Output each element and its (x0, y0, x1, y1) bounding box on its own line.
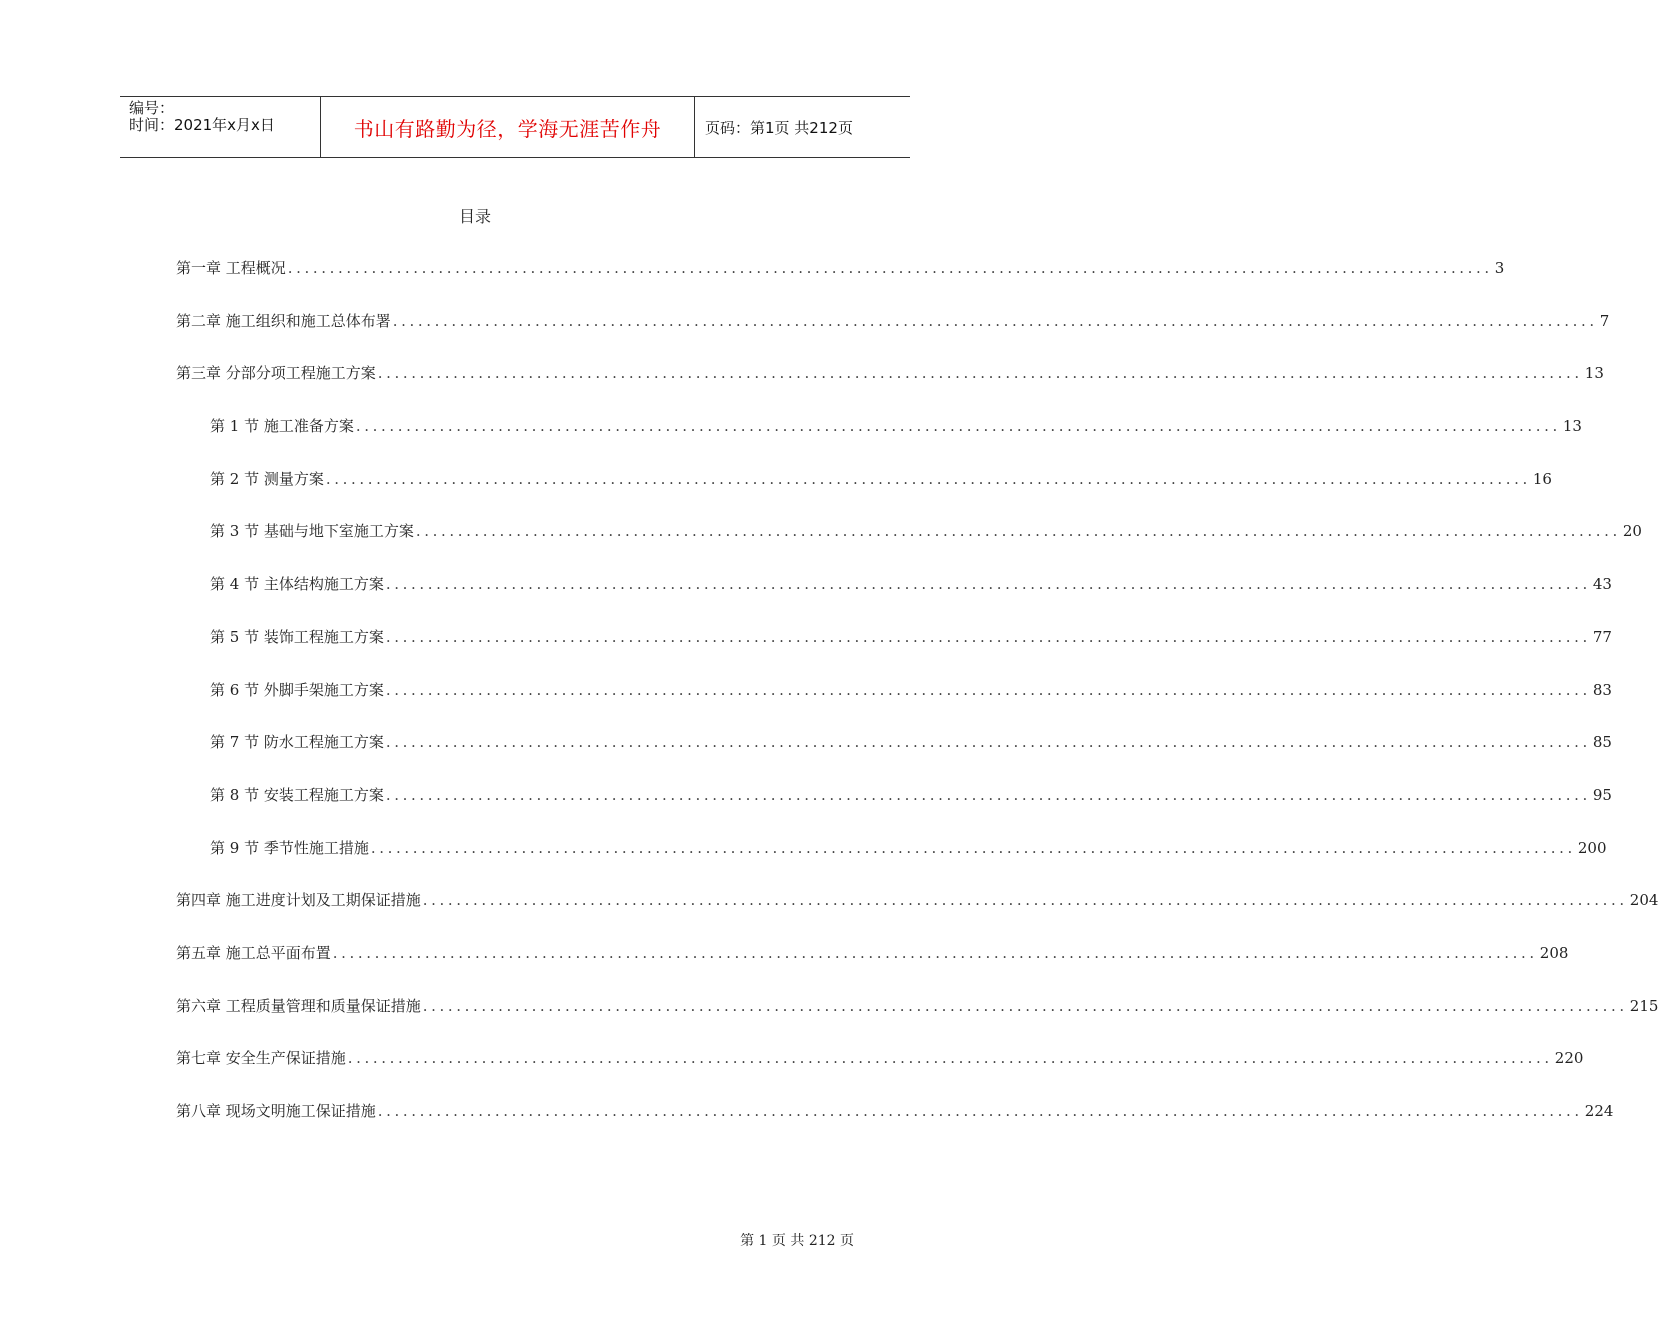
toc-entry[interactable] (176, 310, 1610, 332)
toc-leader-dots: ................................................................................................................................................ (370, 839, 1576, 857)
toc-entry-label: 第 9 节 季节性施工措施 (210, 839, 369, 857)
toc-entry[interactable] (210, 837, 1607, 859)
toc-entry[interactable] (210, 626, 1612, 648)
toc-entry[interactable] (176, 942, 1569, 964)
toc-leader-dots: ................................................................................................................................................ (392, 312, 1598, 330)
toc-entry-page: 215 (1629, 997, 1658, 1015)
document-number-label: 编号： (129, 99, 175, 117)
toc-leader-dots: ................................................................................................................................................ (385, 733, 1591, 751)
toc-entry-page: 13 (1562, 417, 1582, 435)
toc-entry-page: 208 (1539, 944, 1569, 962)
toc-entry[interactable] (210, 784, 1612, 806)
toc-leader-dots: ................................................................................................................................................ (377, 1102, 1583, 1120)
toc-entry-page: 20 (1622, 522, 1642, 540)
header-motto: 书山有路勤为径，学海无涯苦作舟 (353, 116, 662, 141)
toc-entry-page: 77 (1592, 628, 1612, 646)
toc-leader-dots: ................................................................................................................................................ (347, 1049, 1553, 1067)
header-page-cell (695, 97, 910, 157)
toc-entry[interactable] (176, 1047, 1584, 1069)
toc-leader-dots: ................................................................................................................................................ (422, 997, 1628, 1015)
toc-entry-page: 83 (1592, 681, 1612, 699)
toc-entry-label: 第三章 分部分项工程施工方案 (176, 364, 376, 382)
toc-entry[interactable] (176, 257, 1505, 279)
toc-entry-page: 3 (1494, 259, 1505, 277)
toc-entry-page: 43 (1592, 575, 1612, 593)
toc-entry-page: 13 (1584, 364, 1604, 382)
toc-entry-label: 第四章 施工进度计划及工期保证措施 (176, 891, 421, 909)
toc-entry-page: 224 (1584, 1102, 1614, 1120)
toc-entry-label: 第五章 施工总平面布置 (176, 944, 331, 962)
toc-entry-page: 204 (1629, 891, 1658, 909)
toc-entry[interactable] (176, 362, 1604, 384)
toc-entry[interactable] (176, 1100, 1614, 1122)
toc-entry-label: 第一章 工程概况 (176, 259, 286, 277)
toc-entry[interactable] (210, 415, 1582, 437)
toc-title: 目录 (458, 207, 491, 226)
toc-entry-page: 95 (1592, 786, 1612, 804)
toc-entry-page: 16 (1532, 470, 1552, 488)
toc-entry-label: 第八章 现场文明施工保证措施 (176, 1102, 376, 1120)
toc-leader-dots: ................................................................................................................................................ (377, 364, 1583, 382)
document-header (120, 96, 910, 158)
toc-leader-dots: ................................................................................................................................................ (385, 575, 1591, 593)
toc-entry-label: 第六章 工程质量管理和质量保证措施 (176, 997, 421, 1015)
toc-entry-page: 200 (1577, 839, 1607, 857)
toc-entry-label: 第 2 节 测量方案 (210, 470, 324, 488)
header-motto-cell (321, 97, 695, 157)
toc-entry-page: 7 (1599, 312, 1610, 330)
toc-leader-dots: ................................................................................................................................................ (385, 628, 1591, 646)
toc-leader-dots: ................................................................................................................................................ (287, 259, 1493, 277)
toc-entry[interactable] (210, 731, 1612, 753)
toc-entry[interactable] (210, 520, 1642, 542)
toc-entry-label: 第二章 施工组织和施工总体布署 (176, 312, 391, 330)
toc-leader-dots: ................................................................................................................................................ (415, 522, 1621, 540)
toc-entry-page: 220 (1554, 1049, 1584, 1067)
toc-leader-dots: ................................................................................................................................................ (422, 891, 1628, 909)
toc-leader-dots: ................................................................................................................................................ (332, 944, 1538, 962)
header-meta-cell (120, 97, 321, 157)
toc-entry-label: 第 5 节 装饰工程施工方案 (210, 628, 384, 646)
toc-leader-dots: ................................................................................................................................................ (385, 681, 1591, 699)
toc-leader-dots: ................................................................................................................................................ (325, 470, 1531, 488)
header-page-info: 页码：第1页 共212页 (705, 118, 853, 137)
toc-entry[interactable] (176, 889, 1658, 911)
toc-leader-dots: ................................................................................................................................................ (385, 786, 1591, 804)
toc-entry-label: 第 8 节 安装工程施工方案 (210, 786, 384, 804)
toc-entry-label: 第 4 节 主体结构施工方案 (210, 575, 384, 593)
toc-entry-label: 第 7 节 防水工程施工方案 (210, 733, 384, 751)
toc-entry-label: 第 1 节 施工准备方案 (210, 417, 354, 435)
toc-entry[interactable] (210, 679, 1612, 701)
toc-entry[interactable] (210, 468, 1552, 490)
toc-entry-label: 第 3 节 基础与地下室施工方案 (210, 522, 414, 540)
toc-entry-label: 第 6 节 外脚手架施工方案 (210, 681, 384, 699)
toc-entry[interactable] (176, 995, 1658, 1017)
toc-entry-page: 85 (1592, 733, 1612, 751)
toc-entry[interactable] (210, 573, 1612, 595)
toc-leader-dots: ................................................................................................................................................ (355, 417, 1561, 435)
toc-entry-label: 第七章 安全生产保证措施 (176, 1049, 346, 1067)
document-time-label: 时间：2021年x月x日 (129, 116, 275, 134)
footer-page-info: 第 1 页 共 212 页 (740, 1233, 854, 1249)
